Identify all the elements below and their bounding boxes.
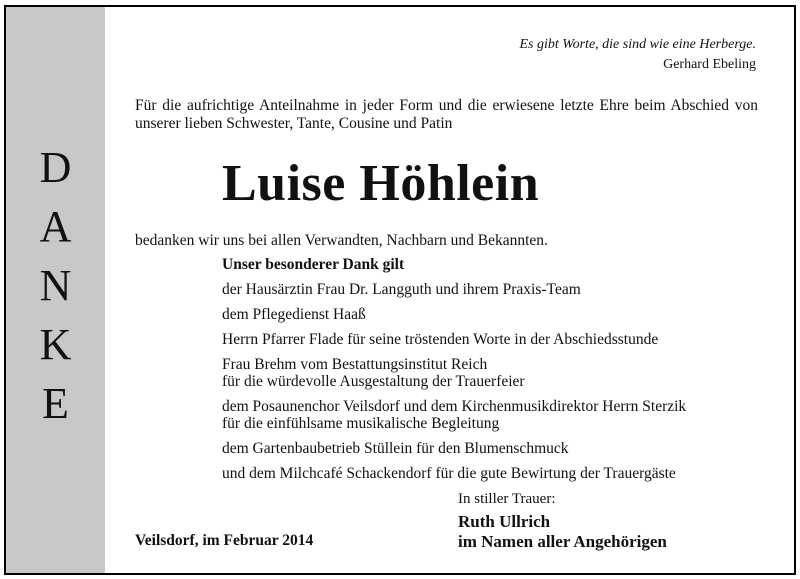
danke-sidebar bbox=[6, 7, 105, 573]
place-date: Veilsdorf, im Februar 2014 bbox=[135, 532, 314, 549]
quote-text: Es gibt Worte, die sind wie eine Herberge. bbox=[519, 37, 756, 52]
signature-block bbox=[458, 512, 667, 552]
thanks-item: Herrn Pfarrer Flade für seine tröstenden Worte in der Abschiedsstunde bbox=[222, 331, 659, 348]
danke-letter: N bbox=[39, 261, 72, 310]
obituary-frame bbox=[4, 5, 796, 575]
danke-letter: E bbox=[42, 379, 69, 428]
thanks-item: der Hausärztin Frau Dr. Langguth und ihrem Praxis-Team bbox=[222, 281, 581, 298]
thanks-item: Frau Brehm vom Bestattungsinstitut Reich für die würdevolle Ausgestaltung der Trauerfeier bbox=[222, 356, 525, 390]
signature-subline: im Namen aller Angehörigen bbox=[458, 532, 667, 551]
danke-letter: D bbox=[39, 143, 72, 192]
thanks-item: und dem Milchcafé Schackendorf für die gute Bewirtung der Trauergäste bbox=[222, 465, 676, 482]
danke-letter: A bbox=[39, 202, 72, 251]
quote-author: Gerhard Ebeling bbox=[663, 57, 756, 72]
intro-paragraph: Für die aufrichtige Anteilnahme in jeder Form und die erwiesene letzte Ehre beim Abschied von unserer lieben Schwester, Tante, Cousine und Patin bbox=[135, 97, 758, 132]
special-thanks-heading: Unser besonderer Dank gilt bbox=[222, 256, 405, 273]
thanks-item: dem Posaunenchor Veilsdorf und dem Kirchenmusikdirektor Herrn Sterzik für die einfühlsame musikalische Begleitung bbox=[222, 398, 687, 432]
thanks-line: bedanken wir uns bei allen Verwandten, Nachbarn und Bekannten. bbox=[135, 232, 548, 249]
signature-intro: In stiller Trauer: bbox=[458, 491, 556, 507]
thanks-item: dem Gartenbaubetrieb Stüllein für den Blumenschmuck bbox=[222, 440, 569, 457]
deceased-name: Luise Höhlein bbox=[222, 155, 540, 212]
special-thanks-list bbox=[222, 256, 686, 490]
danke-letters bbox=[6, 138, 105, 433]
thanks-item: dem Pflegedienst Haaß bbox=[222, 306, 366, 323]
danke-letter: K bbox=[39, 320, 72, 369]
signature-name: Ruth Ullrich bbox=[458, 512, 551, 531]
